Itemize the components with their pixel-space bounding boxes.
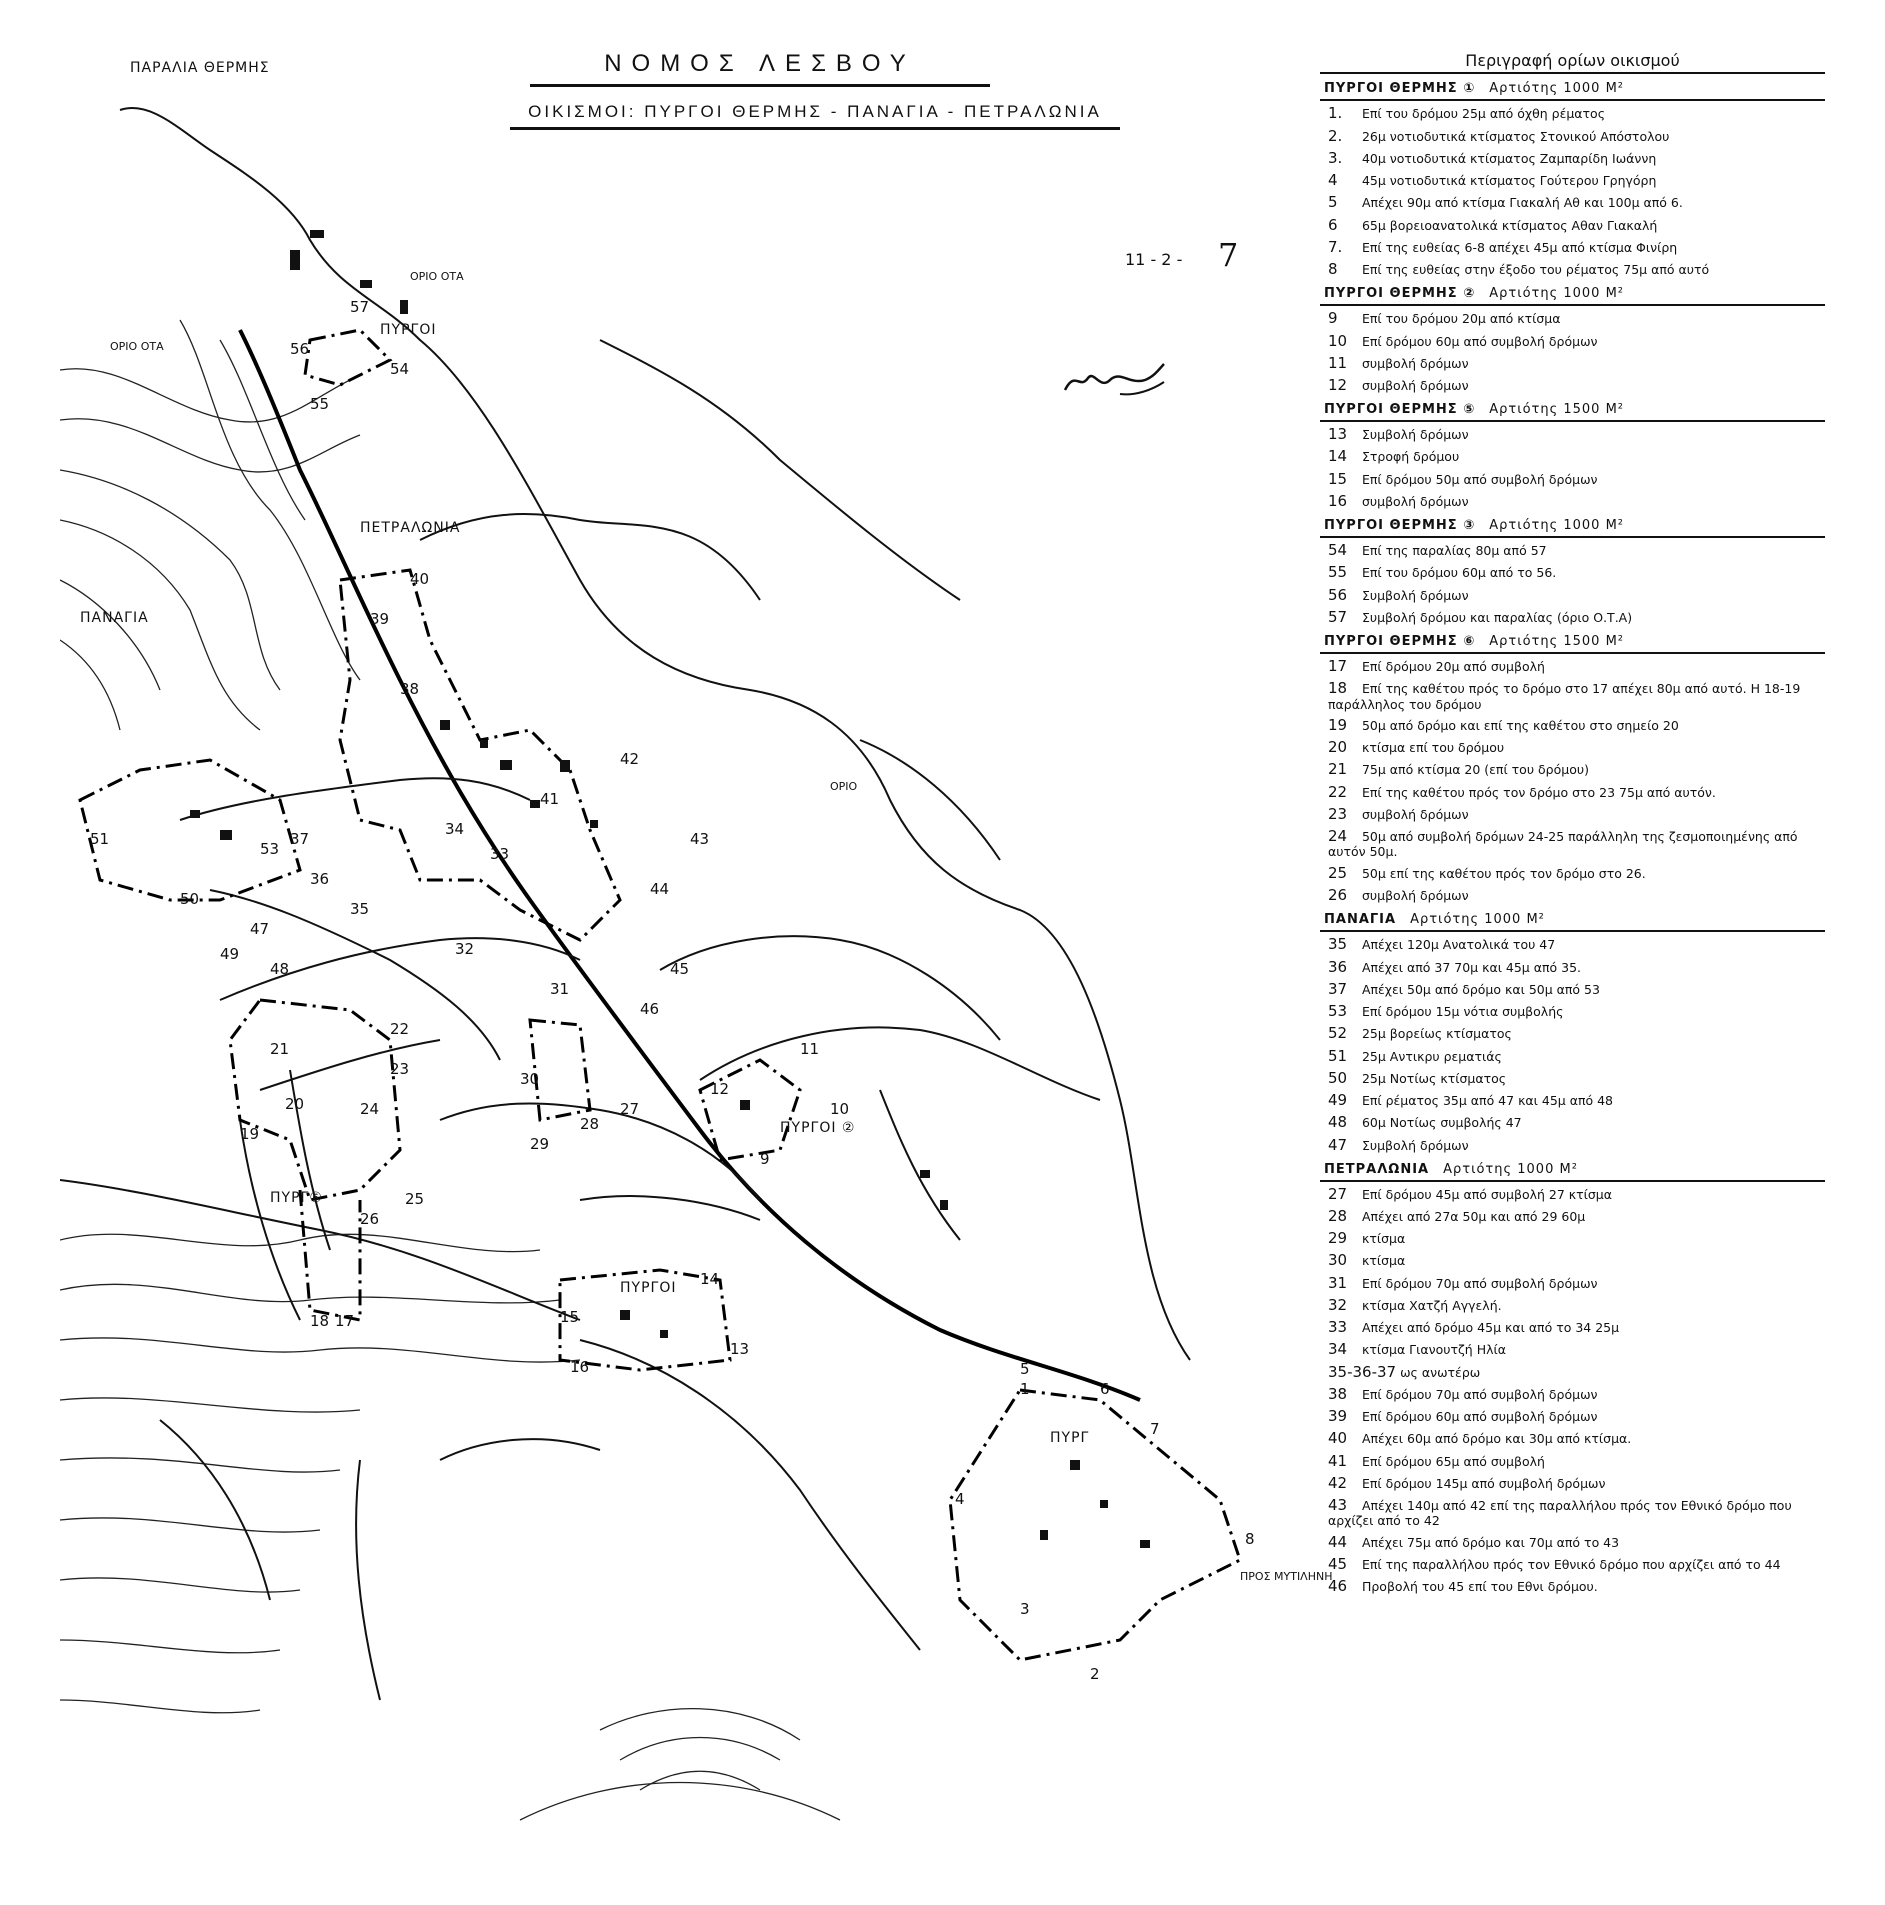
point-number: 54	[1328, 541, 1348, 560]
section-area: Αρτιότης 1000 M²	[1443, 1161, 1578, 1177]
point-label: 49	[220, 945, 240, 963]
point-description: Απέχει από 37 70μ και 45μ από 35.	[1358, 959, 1581, 975]
section-area: Αρτιότης 1000 M²	[1410, 912, 1545, 928]
point-description: 50μ από συμβολή δρόμων 24-25 παράλληλη της ζεσμοποιημένης από αυτόν 50μ.	[1328, 829, 1798, 860]
point-number: 53	[1328, 1002, 1348, 1021]
point-number: 36	[1328, 957, 1348, 976]
point-number: 13	[1328, 425, 1348, 444]
point-label: 12	[710, 1080, 730, 1098]
legend-item	[1320, 1048, 1825, 1065]
point-description: Επί της παραλίας 80μ από 57	[1358, 543, 1547, 559]
point-label: 31	[550, 980, 570, 998]
legend-section-title	[1320, 631, 1825, 654]
legend-section-title	[1320, 78, 1825, 101]
point-label: 14	[700, 1270, 720, 1288]
point-number: 34	[1328, 1340, 1348, 1359]
point-description: Συμβολή δρόμου και παραλίας (όριο Ο.Τ.Α)	[1358, 609, 1633, 625]
point-label: 32	[455, 940, 475, 958]
section-area: Αρτιότης 1500 M²	[1489, 402, 1625, 418]
legend-item	[1320, 172, 1825, 189]
point-number: 43	[1328, 1496, 1348, 1515]
legend-section-title	[1320, 283, 1825, 306]
point-number: 9	[1328, 309, 1338, 328]
point-label: 26	[360, 1210, 380, 1228]
point-label: 9	[760, 1150, 770, 1168]
legend-item	[1320, 128, 1825, 145]
point-number: 26	[1328, 886, 1348, 905]
orio-label: ΟΡΙΟ	[830, 780, 858, 793]
point-number: 11	[1328, 353, 1348, 372]
section-name: ΠΥΡΓΟΙ ΘΕΡΜΗΣ ⑥	[1324, 634, 1476, 650]
point-description: Επί δρόμου 65μ από συμβολή	[1358, 1453, 1545, 1469]
point-description: Συμβολή δρόμων	[1358, 427, 1469, 443]
legend-section-title	[1320, 515, 1825, 538]
point-description: συμβολή δρόμων	[1358, 355, 1469, 371]
legend-item	[1320, 471, 1825, 488]
point-description: 45μ νοτιοδυτικά κτίσματος Γούτερου Γρηγόρη	[1358, 173, 1657, 189]
point-number: 10	[1328, 331, 1348, 350]
point-description: Συμβολή δρόμων	[1358, 1137, 1469, 1153]
point-label: 33	[490, 845, 510, 863]
place-label-pyrgoi-1: ΠΥΡΓ	[1050, 1430, 1090, 1446]
point-label: 46	[640, 1000, 660, 1018]
point-description: Επί δρόμου 70μ από συμβολή δρόμων	[1358, 1386, 1598, 1402]
point-number: 28	[1328, 1206, 1348, 1225]
point-number: 35-36-37	[1328, 1362, 1397, 1381]
point-description: Προβολή του 45 επί του Εθνι δρόμου.	[1358, 1579, 1598, 1595]
point-label: 35	[350, 900, 370, 918]
legend-item	[1320, 1430, 1825, 1447]
point-description: 75μ από κτίσμα 20 (επί του δρόμου)	[1358, 762, 1589, 778]
point-number: 51	[1328, 1046, 1348, 1065]
point-number: 19	[1328, 715, 1348, 734]
point-number: 32	[1328, 1295, 1348, 1314]
point-number: 55	[1328, 563, 1348, 582]
point-description: Επί δρόμου 50μ από συμβολή δρόμων	[1358, 471, 1598, 487]
legend-item	[1320, 493, 1825, 510]
legend-item	[1320, 217, 1825, 234]
point-number: 17	[1328, 657, 1348, 676]
point-label: 38	[400, 680, 420, 698]
point-label: 10	[830, 1100, 850, 1118]
legend-item	[1320, 739, 1825, 756]
point-description: 26μ νοτιοδυτικά κτίσματος Στονικού Απόστολου	[1358, 128, 1670, 144]
point-label: 29	[530, 1135, 550, 1153]
point-number: 2.	[1328, 126, 1343, 145]
point-description: Επί δρόμου 60μ από συμβολή δρόμων	[1358, 1409, 1598, 1425]
point-description: Επί της ευθείας στην έξοδο του ρέματος 75μ από αυτό	[1358, 262, 1710, 278]
point-label: 39	[370, 610, 390, 628]
legend-item	[1320, 806, 1825, 823]
point-number: 48	[1328, 1113, 1348, 1132]
orio-ota-top-label: ΟΡΙΟ ΟΤΑ	[410, 270, 464, 283]
section-name: ΠΥΡΓΟΙ ΘΕΡΜΗΣ ⑤	[1324, 402, 1476, 418]
legend-item	[1320, 761, 1825, 778]
point-description: Απέχει 75μ από δρόμο και 70μ από το 43	[1358, 1534, 1620, 1550]
legend-item	[1320, 658, 1825, 675]
place-label-pyrgoi-5: ΠΥΡΓΟΙ	[620, 1280, 677, 1296]
point-number: 8	[1328, 260, 1338, 279]
legend-item	[1320, 1386, 1825, 1403]
legend-section-title	[1320, 909, 1825, 932]
point-label: 42	[620, 750, 640, 768]
legend-item	[1320, 1003, 1825, 1020]
point-description: 50μ από δρόμο και επί της καθέτου στο σημείο 20	[1358, 717, 1679, 733]
legend-item	[1320, 355, 1825, 372]
legend-item	[1320, 542, 1825, 559]
legend-item	[1320, 105, 1825, 122]
section-name: ΠΥΡΓΟΙ ΘΕΡΜΗΣ ①	[1324, 81, 1476, 97]
point-number: 14	[1328, 447, 1348, 466]
point-description: Επί της ευθείας 6-8 απέχει 45μ από κτίσμα Φινίρη	[1358, 239, 1678, 255]
legend-item	[1320, 1114, 1825, 1131]
point-description: 25μ Αντικρυ ρεματιάς	[1358, 1048, 1502, 1064]
legend-item	[1320, 865, 1825, 882]
point-number: 21	[1328, 760, 1348, 779]
legend-item	[1320, 1364, 1825, 1381]
point-number: 25	[1328, 863, 1348, 882]
point-number: 4	[1328, 171, 1338, 190]
page-subtitle: ΟΙΚΙΣΜΟΙ: ΠΥΡΓΟΙ ΘΕΡΜΗΣ - ΠΑΝΑΓΙΑ - ΠΕΤΡΑΛΩΝΙΑ	[510, 102, 1120, 130]
legend-item	[1320, 239, 1825, 256]
legend-item	[1320, 1475, 1825, 1492]
legend-item	[1320, 1534, 1825, 1551]
point-number: 33	[1328, 1318, 1348, 1337]
legend-item	[1320, 1092, 1825, 1109]
point-label: 44	[650, 880, 670, 898]
point-label: 24	[360, 1100, 380, 1118]
point-label: 41	[540, 790, 560, 808]
point-label: 37	[290, 830, 310, 848]
point-label: 55	[310, 395, 330, 413]
point-label: 53	[260, 840, 280, 858]
legend-item	[1320, 609, 1825, 626]
place-label-paralia: ΠΑΡΑΛΙΑ ΘΕΡΜΗΣ	[130, 60, 270, 76]
point-number: 27	[1328, 1184, 1348, 1203]
pros-mytilini-label: ΠΡΟΣ ΜΥΤΙΛΗΝΗ	[1240, 1570, 1333, 1583]
point-number: 1.	[1328, 104, 1343, 123]
point-label: 7	[1150, 1420, 1160, 1438]
legend-item	[1320, 310, 1825, 327]
point-label: 1	[1020, 1380, 1030, 1398]
point-label: 25	[405, 1190, 425, 1208]
place-label-panagia: ΠΑΝΑΓΙΑ	[80, 610, 149, 626]
point-number: 30	[1328, 1251, 1348, 1270]
point-label: 51	[90, 830, 110, 848]
legend-item	[1320, 680, 1825, 712]
point-label: 6	[1100, 1380, 1110, 1398]
point-number: 42	[1328, 1473, 1348, 1492]
point-description: Απέχει από 27α 50μ και από 29 60μ	[1358, 1208, 1586, 1224]
point-label: 40	[410, 570, 430, 588]
section-area: Αρτιότης 1000 M²	[1489, 518, 1625, 534]
point-description: Απέχει από δρόμο 45μ και από το 34 25μ	[1358, 1320, 1620, 1336]
point-number: 38	[1328, 1384, 1348, 1403]
point-number: 18	[1328, 679, 1348, 698]
place-label-pyrgoi-3: ΠΥΡΓΟΙ	[380, 322, 437, 338]
legend-item	[1320, 887, 1825, 904]
point-label: 27	[620, 1100, 640, 1118]
legend-section-title	[1320, 1159, 1825, 1182]
section-name: ΠΕΤΡΑΛΩΝΙΑ	[1324, 1161, 1430, 1177]
point-description: ως ανωτέρω	[1396, 1364, 1481, 1380]
point-number: 29	[1328, 1229, 1348, 1248]
legend-item	[1320, 1408, 1825, 1425]
point-number: 52	[1328, 1024, 1348, 1043]
point-label: 17	[335, 1312, 355, 1330]
point-number: 49	[1328, 1091, 1348, 1110]
point-number: 22	[1328, 782, 1348, 801]
point-label: 13	[730, 1340, 750, 1358]
section-name: ΠΥΡΓΟΙ ΘΕΡΜΗΣ ③	[1324, 518, 1476, 534]
legend-item	[1320, 587, 1825, 604]
point-description: Συμβολή δρόμων	[1358, 587, 1469, 603]
legend-section-title	[1320, 399, 1825, 422]
point-description: Στροφή δρόμου	[1358, 449, 1460, 465]
point-label: 34	[445, 820, 465, 838]
place-label-pyrgoi-6: ΠΥΡΓ⑥	[270, 1190, 323, 1206]
point-label: 2	[1090, 1665, 1100, 1683]
legend-item	[1320, 784, 1825, 801]
legend-item	[1320, 1319, 1825, 1336]
point-label: 47	[250, 920, 270, 938]
point-label: 15	[560, 1308, 580, 1326]
orio-ota-left-label: ΟΡΙΟ ΟΤΑ	[110, 340, 164, 353]
legend-item	[1320, 1578, 1825, 1595]
legend-item	[1320, 150, 1825, 167]
point-description: Απέχει 140μ από 42 επί της παραλλήλου πρός τον Εθνικό δρόμο που αρχίζει από το 42	[1328, 1498, 1792, 1529]
legend-item	[1320, 426, 1825, 443]
point-label: 5	[1020, 1360, 1030, 1378]
point-label: 8	[1245, 1530, 1255, 1548]
point-description: Επί του δρόμου 60μ από το 56.	[1358, 565, 1557, 581]
point-label: 20	[285, 1095, 305, 1113]
point-label: 3	[1020, 1600, 1030, 1618]
section-name: ΠΥΡΓΟΙ ΘΕΡΜΗΣ ②	[1324, 286, 1476, 302]
point-number: 12	[1328, 376, 1348, 395]
point-label: 57	[350, 298, 370, 316]
section-name: ΠΑΝΑΓΙΑ	[1324, 912, 1397, 928]
point-number: 20	[1328, 738, 1348, 757]
point-number: 41	[1328, 1451, 1348, 1470]
point-number: 37	[1328, 979, 1348, 998]
point-description: Επί δρόμου 145μ από συμβολή δρόμων	[1358, 1475, 1606, 1491]
point-description: 40μ νοτιοδυτικά κτίσματος Ζαμπαρίδη Ιωάννη	[1358, 150, 1657, 166]
point-description: 25μ βορείως κτίσματος	[1358, 1026, 1512, 1042]
point-description: Επί δρόμου 15μ νότια συμβολής	[1358, 1004, 1564, 1020]
point-label: 54	[390, 360, 410, 378]
legend-item	[1320, 981, 1825, 998]
section-area: Αρτιότης 1000 M²	[1489, 81, 1625, 97]
legend-item	[1320, 936, 1825, 953]
point-description: Επί του δρόμου 20μ από κτίσμα	[1358, 311, 1561, 327]
point-description: Επί της καθέτου πρός το δρόμο στο 17 απέχει 80μ από αυτό. Η 18-19 παράλληλος του δρόμου	[1328, 681, 1801, 712]
legend-item	[1320, 1186, 1825, 1203]
point-label: 50	[180, 890, 200, 908]
legend-item	[1320, 1275, 1825, 1292]
point-description: κτίσμα	[1358, 1253, 1406, 1269]
date-stamp: 11 - 2 -	[1125, 250, 1183, 269]
point-number: 45	[1328, 1555, 1348, 1574]
legend-item	[1320, 1341, 1825, 1358]
point-number: 16	[1328, 491, 1348, 510]
point-description: συμβολή δρόμων	[1358, 806, 1469, 822]
point-description: Επί δρόμου 45μ από συμβολή 27 κτίσμα	[1358, 1186, 1612, 1202]
point-label: 30	[520, 1070, 540, 1088]
place-label-petralonia: ΠΕΤΡΑΛΩΝΙΑ	[360, 520, 461, 536]
legend-body	[1320, 78, 1825, 1595]
legend-item	[1320, 261, 1825, 278]
point-description: Επί της παραλλήλου πρός τον Εθνικό δρόμο που αρχίζει από το 44	[1358, 1557, 1781, 1573]
point-label: 4	[955, 1490, 965, 1508]
section-area: Αρτιότης 1500 M²	[1489, 634, 1625, 650]
date-stamp-number: 7	[1218, 236, 1239, 274]
legend-heading: Περιγραφή ορίων οικισμού	[1320, 52, 1825, 74]
map-drawing	[60, 40, 1333, 1840]
legend-item	[1320, 1025, 1825, 1042]
point-description: 50μ επί της καθέτου πρός τον δρόμο στο 26.	[1358, 865, 1646, 881]
legend-item	[1320, 1208, 1825, 1225]
legend-item	[1320, 959, 1825, 976]
point-number: 56	[1328, 585, 1348, 604]
point-description: Επί δρόμου 70μ από συμβολή δρόμων	[1358, 1275, 1598, 1291]
point-description: Επί δρόμου 60μ από συμβολή δρόμων	[1358, 333, 1598, 349]
point-label: 16	[570, 1358, 590, 1376]
legend-item	[1320, 1297, 1825, 1314]
legend-item	[1320, 828, 1825, 860]
point-number: 6	[1328, 215, 1338, 234]
legend-item	[1320, 717, 1825, 734]
point-label: 48	[270, 960, 290, 978]
point-label: 45	[670, 960, 690, 978]
point-label: 23	[390, 1060, 410, 1078]
legend-item	[1320, 1453, 1825, 1470]
legend-item	[1320, 1252, 1825, 1269]
point-number: 47	[1328, 1135, 1348, 1154]
point-description: 25μ Νοτίως κτίσματος	[1358, 1070, 1507, 1086]
point-number: 46	[1328, 1577, 1348, 1596]
point-number: 23	[1328, 804, 1348, 823]
point-number: 50	[1328, 1068, 1348, 1087]
point-description: κτίσμα επί του δρόμου	[1358, 740, 1505, 756]
section-area: Αρτιότης 1000 M²	[1489, 286, 1625, 302]
point-number: 39	[1328, 1407, 1348, 1426]
legend-item	[1320, 1230, 1825, 1247]
point-description: συμβολή δρόμων	[1358, 493, 1469, 509]
legend-item	[1320, 1137, 1825, 1154]
point-description: Επί του δρόμου 25μ από όχθη ρέματος	[1358, 106, 1606, 122]
point-description: κτίσμα Χατζή Αγγελή.	[1358, 1297, 1502, 1313]
point-number: 57	[1328, 607, 1348, 626]
legend-item	[1320, 333, 1825, 350]
point-label: 56	[290, 340, 310, 358]
point-number: 31	[1328, 1273, 1348, 1292]
boundary-description-legend	[1320, 52, 1825, 1882]
point-description: Επί ρέματος 35μ από 47 και 45μ από 48	[1358, 1093, 1613, 1109]
point-label: 18	[310, 1312, 330, 1330]
point-label: 36	[310, 870, 330, 888]
point-number: 40	[1328, 1429, 1348, 1448]
point-description: 60μ Νοτίως συμβολής 47	[1358, 1115, 1522, 1131]
point-number: 7.	[1328, 237, 1343, 256]
place-label-pyrgoi-2: ΠΥΡΓΟΙ ②	[780, 1120, 856, 1136]
point-label: 11	[800, 1040, 820, 1058]
point-description: συμβολή δρόμων	[1358, 378, 1469, 394]
point-label: 21	[270, 1040, 290, 1058]
page-title: ΝΟΜΟΣ ΛΕΣΒΟΥ	[530, 50, 990, 87]
point-label: 43	[690, 830, 710, 848]
point-description: Επί δρόμου 20μ από συμβολή	[1358, 659, 1545, 675]
point-label: 22	[390, 1020, 410, 1038]
point-description: Απέχει 60μ από δρόμο και 30μ από κτίσμα.	[1358, 1431, 1632, 1447]
legend-item	[1320, 377, 1825, 394]
legend-item	[1320, 1497, 1825, 1529]
point-description: Απέχει 50μ από δρόμο και 50μ από 53	[1358, 981, 1600, 997]
point-number: 44	[1328, 1532, 1348, 1551]
point-number: 24	[1328, 827, 1348, 846]
point-description: κτίσμα Γιανουτζή Ηλία	[1358, 1342, 1506, 1358]
point-description: Επί της καθέτου πρός τον δρόμο στο 23 75μ από αυτόν.	[1358, 784, 1716, 800]
point-description: κτίσμα	[1358, 1231, 1406, 1247]
legend-item	[1320, 194, 1825, 211]
point-description: Απέχει 120μ Ανατολικά του 47	[1358, 937, 1556, 953]
legend-item	[1320, 448, 1825, 465]
legend-item	[1320, 1556, 1825, 1573]
point-description: συμβολή δρόμων	[1358, 888, 1469, 904]
settlement-map	[60, 40, 1333, 1840]
point-description: 65μ βορειοανατολικά κτίσματος Αθαν Γιακαλή	[1358, 217, 1658, 233]
point-number: 5	[1328, 193, 1338, 212]
point-label: 28	[580, 1115, 600, 1133]
point-number: 35	[1328, 935, 1348, 954]
point-label: 19	[240, 1125, 260, 1143]
point-number: 3.	[1328, 148, 1343, 167]
point-description: Απέχει 90μ από κτίσμα Γιακαλή Αθ και 100μ από 6.	[1358, 195, 1683, 211]
legend-item	[1320, 564, 1825, 581]
legend-item	[1320, 1070, 1825, 1087]
point-number: 15	[1328, 469, 1348, 488]
